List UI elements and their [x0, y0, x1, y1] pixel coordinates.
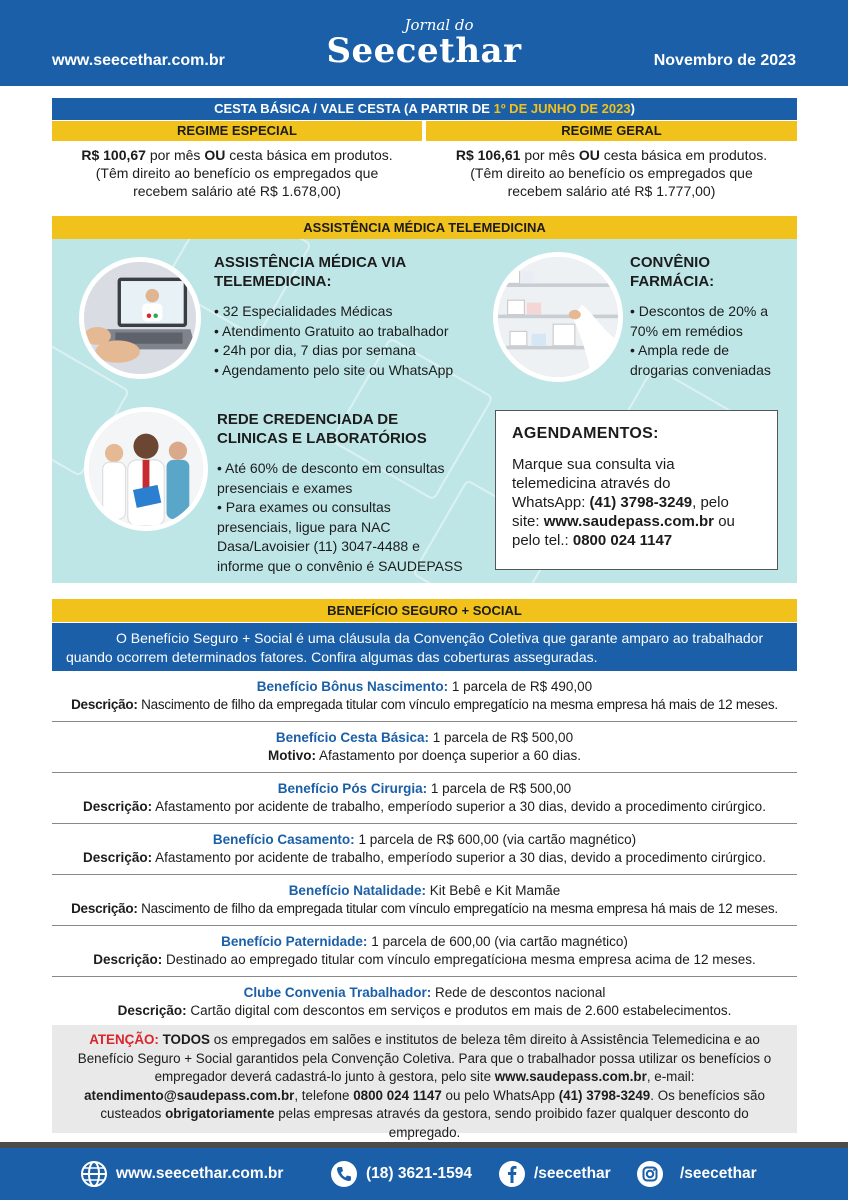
logo-subtitle: Jornal do [404, 16, 474, 34]
list-item: • 24h por dia, 7 dias por semana [214, 341, 453, 361]
list-item-cont: 70% em remédios [630, 322, 743, 339]
text: os empregados em salões e institutos de beleza têm direito à Assistência Telemedicina e ao Benefício Seguro + Social garantidos pela Convenção Coletiva. Para que o trabalhador possa utilizar os benefícios o empregador deverá cadastrá-lo junto à gestora, pelo site [77, 1032, 772, 1084]
email-link[interactable]: atendimento@saudepass.com.br [84, 1087, 295, 1103]
benefit-name: Benefício Paternidade: [221, 934, 368, 949]
text: cesta básica em produtos. [225, 147, 393, 163]
farmacia-title [630, 253, 714, 291]
text: cesta básica em produtos. [599, 147, 768, 163]
text: ou pelo WhatsApp [441, 1087, 559, 1103]
instagram-icon [636, 1160, 664, 1188]
seguro-intro: O Benefício Seguro + Social é uma cláusula da Convenção Coletiva que garante amparo ao trabalhador quando ocorrem determinados fatores. Confira algumas das coberturas asseguradas. [52, 623, 797, 671]
atencao-label: ATENÇÃO: [89, 1032, 159, 1047]
benefit-value: Kit Bebê e Kit Mamãe [425, 883, 561, 898]
list-item: • Para exames ou consultas [217, 499, 391, 515]
footer-phone[interactable] [330, 1159, 472, 1189]
list-item-cont: presenciais, ligue para NAC [217, 518, 391, 535]
benefit-name: Benefício Natalidade: [288, 883, 426, 898]
benefit-label: Descrição: [117, 1003, 187, 1018]
phone-number[interactable]: 0800 024 1147 [572, 532, 673, 549]
farmacia-title-line1: CONVÊNIO [630, 254, 711, 271]
rede-title [217, 410, 427, 448]
benefit-desc: Afastamento por acidente de trabalho, emperíodo superior a 30 dias, devido a procedimento cirúrgico. [152, 799, 766, 814]
page-footer [0, 1148, 848, 1200]
benefit-label: Descrição: [93, 952, 163, 967]
benefit-desc: Destinado ao empregado titular com vínculo empregatícioна mesma empresa acima de 12 meses. [162, 952, 756, 967]
benefit-label: Descrição: [83, 799, 153, 814]
benefit-item [52, 984, 797, 1020]
text: Para exames ou consultas [225, 499, 391, 515]
divider [52, 823, 797, 824]
benefit-item [52, 933, 797, 969]
list-item: • Agendamento pelo site ou WhatsApp [214, 361, 453, 381]
regime-especial-header: REGIME ESPECIAL [52, 121, 422, 141]
benefit-label: Descrição: [83, 850, 153, 865]
agendamentos-box [495, 410, 778, 570]
benefit-desc: Cartão digital com descontos em serviços e produtos em mais de 2.600 estabelecimentos. [186, 1003, 732, 1018]
benefit-desc: Nascimento de filho da empregada titular com vínculo empregatício na mesma empresa há mais de 12 meses. [137, 901, 778, 916]
regime-especial-line2: (Têm direito ao benefício os empregados que [95, 165, 379, 181]
text: , pelo [692, 494, 729, 511]
cesta-title-date: 1º DE JUNHO DE 2023 [493, 101, 631, 116]
benefit-item [52, 729, 797, 765]
footer-facebook-label: /seecethar [534, 1165, 611, 1182]
regime-geral-line3: recebem salário até R$ 1.777,00) [507, 183, 716, 199]
benefit-item [52, 780, 797, 816]
whatsapp-number[interactable]: (41) 3798-3249 [558, 1087, 651, 1103]
benefit-item [52, 882, 797, 918]
list-item: • Ampla rede de [630, 342, 730, 358]
medical-team-photo [84, 407, 208, 531]
text: Descontos de 20% a [638, 303, 768, 319]
text: WhatsApp: [512, 494, 590, 511]
assistencia-title-line1: ASSISTÊNCIA MÉDICA VIA [214, 254, 407, 271]
text: pelo tel.: [512, 532, 573, 549]
page-header [0, 0, 848, 86]
list-item-cont: drogarias conveniadas [630, 361, 771, 378]
saudepass-site-link[interactable]: www.saudepass.com.br [494, 1069, 647, 1084]
divider [52, 976, 797, 977]
text: Marque sua consulta via [512, 456, 675, 473]
phone-icon [330, 1160, 358, 1188]
regime-geral-value: R$ 106,61 [455, 147, 521, 163]
benefit-desc: Afastamento por acidente de trabalho, emperíodo superior a 30 dias, devido a procedimento cirúrgico. [152, 850, 766, 865]
benefit-label: Descrição: [71, 697, 138, 712]
benefit-value: Rede de descontos nacional [431, 985, 606, 1000]
rede-title-line2: CLINICAS E LABORATÓRIOS [217, 430, 427, 447]
atencao-notice [52, 1025, 797, 1140]
text: . Os benefícios são custeados [100, 1087, 765, 1121]
logo-title: Seecethar [326, 31, 522, 71]
text: Ampla rede de [638, 342, 730, 358]
list-item: • 32 Especialidades Médicas [214, 302, 453, 322]
telemedicina-panel [52, 239, 797, 583]
benefit-name: Benefício Casamento: [212, 832, 355, 847]
ou-label: OU [578, 147, 600, 163]
farmacia-list [630, 302, 771, 380]
divider [52, 772, 797, 773]
benefit-label: Motivo: [268, 748, 317, 763]
facebook-icon [498, 1160, 526, 1188]
phone-number[interactable]: 0800 024 1147 [353, 1087, 442, 1103]
list-item-cont: Dasa/Lavoisier (11) 3047-4488 e [217, 538, 420, 554]
benefit-item [52, 831, 797, 867]
text-bold: obrigatoriamente [165, 1106, 275, 1121]
ou-label: OU [204, 147, 226, 163]
assistencia-title-line2: TELEMEDICINA: [214, 273, 332, 290]
list-item: • Até 60% de desconto em consultas [217, 460, 445, 476]
text: , telefone [294, 1087, 354, 1103]
regime-geral-text [426, 146, 797, 200]
footer-instagram[interactable] [636, 1159, 757, 1189]
text: Até 60% de desconto em consultas [225, 460, 445, 476]
benefit-value: 1 parcela de R$ 490,00 [448, 679, 593, 694]
footer-website-label: www.seecethar.com.br [116, 1165, 284, 1182]
rede-list [217, 459, 463, 576]
pharmacy-photo [493, 252, 623, 382]
cesta-title-prefix: CESTA BÁSICA / VALE CESTA (A PARTIR DE [214, 101, 494, 116]
text: por mês [145, 147, 205, 163]
benefit-item [52, 678, 797, 714]
benefit-label: Descrição: [71, 901, 138, 916]
agendamentos-text [512, 455, 763, 550]
regime-geral-line2: (Têm direito ao benefício os empregados que [470, 165, 753, 181]
cesta-title-suffix: ) [630, 101, 635, 116]
list-item-cont: presenciais e exames [217, 479, 353, 496]
list-item: • Atendimento Gratuito ao trabalhador [214, 322, 453, 342]
regime-especial-text [52, 146, 422, 200]
footer-phone-label: (18) 3621-1594 [366, 1165, 472, 1182]
regime-geral-header: REGIME GERAL [426, 121, 797, 141]
issue-date: Novembro de 2023 [653, 52, 796, 69]
footer-website[interactable] [80, 1159, 283, 1189]
saudepass-site-link[interactable]: www.saudepass.com.br [543, 513, 715, 530]
regime-especial-line3: recebem salário até R$ 1.678,00) [133, 183, 341, 199]
benefit-value: 1 parcela de R$ 500,00 [428, 730, 574, 745]
benefit-name: Clube Convenia Trabalhador: [243, 985, 432, 1000]
benefit-name: Benefício Cesta Básica: [275, 730, 429, 745]
benefit-value: 1 parcela de R$ 500,00 [427, 781, 572, 796]
list-item: • Descontos de 20% a [630, 303, 768, 319]
agendamentos-title: AGENDAMENTOS: [512, 425, 659, 442]
benefit-desc: Nascimento de filho da empregada titular com vínculo empregatício na mesma empresa há mais de 12 meses. [137, 697, 778, 712]
telemedicine-laptop-photo [79, 257, 201, 379]
telemedicina-section-title: ASSISTÊNCIA MÉDICA TELEMEDICINA [52, 216, 797, 239]
list-item-cont: informe que o convênio é SAUDEPASS [217, 557, 463, 574]
divider [52, 874, 797, 875]
divider [52, 925, 797, 926]
text: , e-mail: [646, 1069, 695, 1084]
text: telemedicina através do [512, 475, 671, 492]
benefit-value: 1 parcela de 600,00 (via cartão magnético) [367, 934, 628, 949]
assistencia-list [214, 302, 453, 380]
rede-title-line1: REDE CREDENCIADA DE [217, 411, 399, 428]
footer-facebook[interactable] [498, 1159, 611, 1189]
cesta-section-title [52, 98, 797, 120]
header-website[interactable]: www.seecethar.com.br [52, 52, 225, 69]
regime-especial-value: R$ 100,67 [81, 147, 146, 163]
text: pelas empresas através da gestora, sendo proibido fazer qualquer desconto do empregado. [274, 1106, 749, 1140]
globe-icon [80, 1160, 108, 1188]
text: por mês [520, 147, 579, 163]
whatsapp-number[interactable]: (41) 3798-3249 [589, 494, 693, 511]
benefit-desc: Afastamento por doença superior a 60 dias. [316, 748, 581, 763]
benefit-name: Benefício Pós Cirurgia: [277, 781, 428, 796]
divider [52, 721, 797, 722]
text: ou [714, 513, 735, 530]
benefit-value: 1 parcela de R$ 600,00 (via cartão magnético) [354, 832, 637, 847]
seguro-section-title: BENEFÍCIO SEGURO + SOCIAL [52, 599, 797, 622]
farmacia-title-line2: FARMÁCIA: [630, 273, 715, 290]
assistencia-title [214, 253, 406, 291]
text: site: [512, 513, 544, 530]
footer-instagram-label: /seecethar [680, 1165, 757, 1182]
benefit-name: Benefício Bônus Nascimento: [256, 679, 449, 694]
text-bold: TODOS [162, 1032, 210, 1047]
